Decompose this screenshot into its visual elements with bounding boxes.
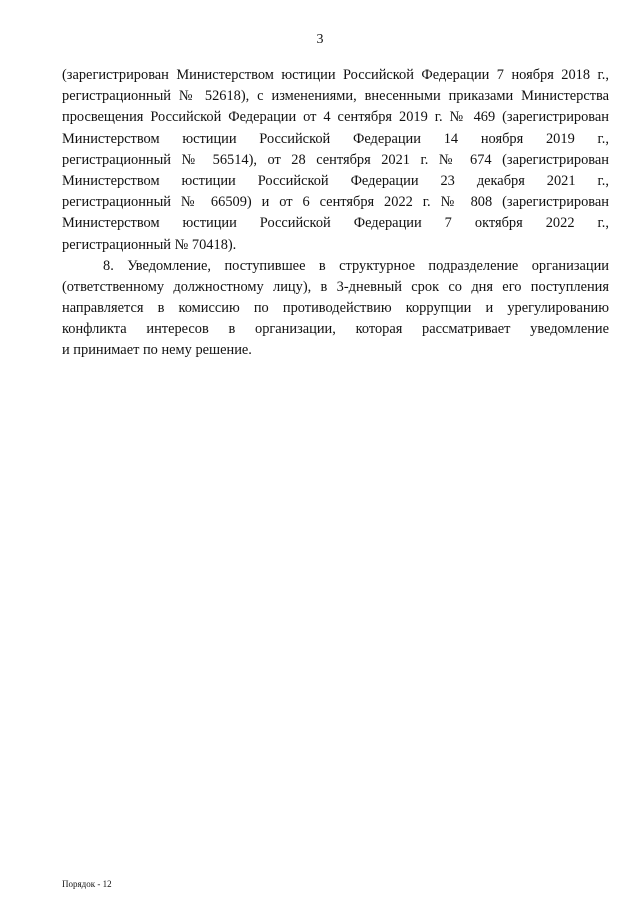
- footer-label: Порядок - 12: [62, 879, 112, 889]
- text-line: Министерством юстиции Российской Федерации 23 декабря 2021 г.,: [62, 172, 609, 189]
- text-line: 8. Уведомление, поступившее в структурное подразделение организации: [103, 257, 609, 274]
- text-line: Министерством юстиции Российской Федерации 7 октября 2022 г.,: [62, 215, 609, 232]
- text-line: направляется в комиссию по противодействию коррупции и урегулированию: [62, 300, 609, 317]
- text-line: регистрационный № 56514), от 28 сентября 2021 г. № 674 (зарегистрирован: [62, 151, 609, 168]
- document-body: [62, 65, 609, 362]
- text-line: регистрационный № 66509) и от 6 сентября 2022 г. № 808 (зарегистрирован: [62, 194, 609, 211]
- text-line: Министерством юстиции Российской Федерации 14 ноября 2019 г.,: [62, 130, 609, 147]
- text-line: (зарегистрирован Министерством юстиции Российской Федерации 7 ноября 2018 г.,: [62, 67, 609, 83]
- page-number: 3: [316, 32, 324, 47]
- paragraph-continuation: [62, 65, 609, 256]
- text-line: регистрационный № 52618), с изменениями, внесенными приказами Министерства: [62, 88, 609, 105]
- text-line: (ответственному должностному лицу), в 3-дневный срок со дня его поступления: [62, 278, 609, 295]
- text-line: и принимает по нему решение.: [62, 342, 252, 359]
- paragraph-item-8: [62, 256, 609, 362]
- text-line: просвещения Российской Федерации от 4 сентября 2019 г. № 469 (зарегистрирован: [62, 109, 609, 126]
- text-line: конфликта интересов в организации, которая рассматривает уведомление: [62, 321, 609, 338]
- text-line: регистрационный № 70418).: [62, 236, 237, 253]
